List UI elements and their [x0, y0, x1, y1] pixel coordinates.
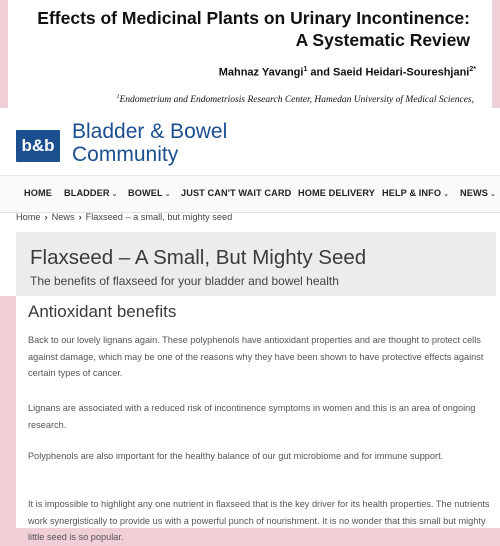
logo-mark[interactable]: b&b [16, 130, 60, 162]
chevron-down-icon: ⌄ [489, 191, 496, 198]
chevron-down-icon: ⌄ [164, 191, 171, 198]
chevron-down-icon: ⌄ [443, 191, 450, 198]
author-1-sup: 1 [303, 66, 308, 73]
section-heading: Antioxidant benefits [28, 302, 177, 321]
breadcrumb-news[interactable]: News [51, 212, 75, 222]
page-title: Flaxseed – A Small, But Mighty Seed [30, 246, 367, 269]
nav-help-info[interactable] [382, 188, 449, 198]
main-nav [0, 175, 500, 213]
paper-affiliation [116, 94, 474, 105]
nav-bowel-label: BOWEL [128, 188, 163, 198]
nav-card-label: JUST CAN'T WAIT CARD [181, 188, 292, 198]
breadcrumb-home[interactable]: Home [16, 212, 41, 222]
author-joiner: and [307, 66, 334, 79]
paragraph-2: Lignans are associated with a reduced risk of incontinence symptoms in women and this is an area of ongoing research. [28, 403, 476, 430]
nav-news[interactable] [460, 188, 496, 198]
page-hero [16, 232, 496, 296]
page-subtitle: The benefits of flaxseed for your bladder and bowel health [30, 274, 339, 288]
nav-just-cant-wait-card[interactable] [181, 188, 291, 198]
paragraph-1: Back to our lovely lignans again. These polyphenols have antioxidant properties and are thought to protect cells against damage, which may be one of the reasons why they have been shown to have protective effects against certain types of cancer. [28, 335, 484, 378]
nav-news-label: NEWS [460, 188, 488, 198]
nav-bladder-label: BLADDER [64, 188, 110, 198]
breadcrumb-current: Flaxseed – a small, but mighty seed [85, 212, 233, 222]
brand-name-line-1[interactable]: Bladder & Bowel [72, 120, 228, 143]
article-section [16, 296, 500, 542]
author-2-sup: 2* [469, 66, 476, 73]
breadcrumb-separator: › [44, 212, 48, 222]
nav-help-label: HELP & INFO [382, 188, 442, 198]
nav-home[interactable] [24, 188, 52, 198]
paper-title-line-1: Effects of Medicinal Plants on Urinary Incontinence: [37, 8, 470, 28]
nav-delivery-label: HOME DELIVERY [298, 188, 376, 198]
author-2: Saeid Heidari-Soureshjani [333, 66, 470, 79]
affiliation-sup: 1 [116, 94, 120, 100]
paragraph-3: Polyphenols are also important for the healthy balance of our gut microbiome and for immune support. [28, 451, 444, 461]
nav-home-delivery[interactable] [298, 188, 375, 198]
nav-home-label: HOME [24, 188, 52, 198]
author-1: Mahnaz Yavangi [218, 66, 304, 79]
paper-header [8, 0, 492, 108]
paper-authors [219, 66, 476, 79]
website-panel [0, 108, 500, 296]
paper-title-line-2: A Systematic Review [295, 30, 470, 50]
brand-name-line-2[interactable]: Community [72, 143, 179, 166]
nav-bowel[interactable] [128, 188, 171, 198]
nav-bladder[interactable] [64, 188, 118, 198]
affiliation-text: Endometrium and Endometriosis Research Center, Hamedan University of Medical Sciences, [119, 95, 474, 106]
breadcrumb-separator: › [78, 212, 82, 222]
paragraph-4: It is impossible to highlight any one nutrient in flaxseed that is the key driver for its health properties. The nutrients work synergistically to provide us with a powerful punch of nourishment. It is no wonder that this small but mighty little seed is so popular. [28, 499, 490, 542]
breadcrumb [16, 212, 232, 222]
chevron-down-icon: ⌄ [111, 191, 118, 198]
